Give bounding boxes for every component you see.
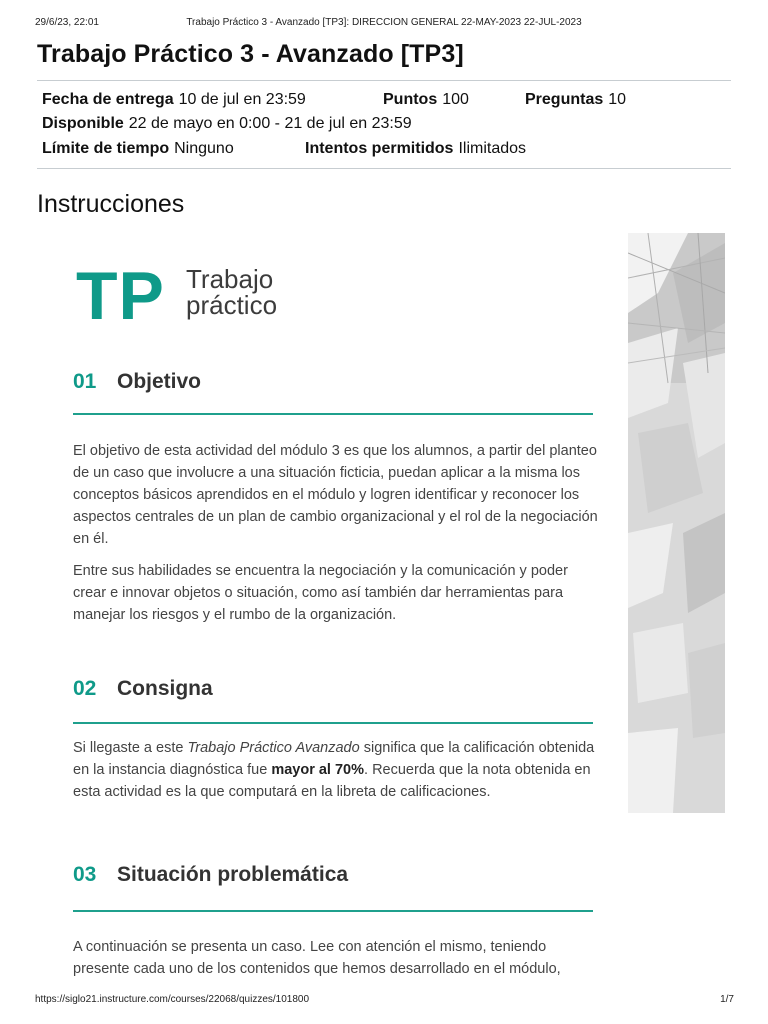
- quiz-title: Trabajo Práctico 3 - Avanzado [TP3]: [37, 40, 464, 68]
- attempts-label: Intentos permitidos: [305, 140, 454, 157]
- section-01-paragraph-1: El objetivo de esta actividad del módulo 3 es que los alumnos, a partir del planteo de un caso que involucre a una situación ficticia, puedan aplicar a la misma los conceptos básicos aprendidos en el módulo y logren identificar y reconocer los aspectos centrales de un plan de cambio organizacional y el rol de la negociación en él.: [73, 443, 598, 547]
- meta-time-limit: [42, 140, 234, 158]
- consigna-strong: mayor al 70%: [271, 762, 365, 778]
- points-value: 100: [442, 91, 469, 108]
- meta-available: [42, 115, 412, 133]
- decorative-architecture-image: [628, 233, 725, 813]
- questions-value: 10: [608, 91, 627, 108]
- attempts-value: Ilimitados: [458, 140, 527, 157]
- available-label: Disponible: [42, 115, 124, 132]
- tp-logo-word-line1: Trabajo: [186, 264, 274, 294]
- time-limit-label: Límite de tiempo: [42, 140, 170, 157]
- meta-divider: [37, 168, 731, 169]
- page-number: 1/7: [720, 994, 734, 1005]
- section-01-title: Objetivo: [117, 370, 202, 393]
- consigna-intro: Si llegaste a este: [73, 740, 188, 756]
- page-url-link[interactable]: https://siglo21.instructure.com/courses/22068/quizzes/101800: [35, 994, 310, 1005]
- section-02-rule: [73, 722, 593, 724]
- section-03-number: 03: [73, 863, 97, 886]
- due-label: Fecha de entrega: [42, 91, 174, 108]
- consigna-end: . Recuerda que la nota obtenida en esta actividad es la que computará en la libreta de calificaciones.: [73, 762, 591, 800]
- time-limit-value: Ninguno: [174, 140, 234, 157]
- meta-points: [383, 91, 469, 109]
- meta-due: [42, 91, 306, 109]
- section-03-rule: [73, 910, 593, 912]
- meta-attempts: [305, 140, 526, 158]
- meta-questions: [525, 91, 626, 109]
- title-divider: [37, 80, 731, 81]
- points-label: Puntos: [383, 91, 438, 108]
- section-03-title: Situación problemática: [117, 863, 349, 886]
- tp-logo-word: [186, 266, 277, 318]
- consigna-emphasis: Trabajo Práctico Avanzado: [187, 740, 360, 756]
- questions-label: Preguntas: [525, 91, 604, 108]
- section-02-title: Consigna: [117, 677, 213, 700]
- print-date: 29/6/23, 22:01: [35, 17, 99, 28]
- tp-logo-word-line2: práctico: [186, 290, 278, 320]
- section-01-paragraph-2: Entre sus habilidades se encuentra la negociación y la comunicación y poder crear e innovar objetos o situación, como así también dar herramientas para manejar los riesgos y el rumbo de la organización.: [73, 563, 568, 623]
- section-01-number: 01: [73, 370, 97, 393]
- available-value: 22 de mayo en 0:00 - 21 de jul en 23:59: [128, 115, 412, 132]
- print-page-title: Trabajo Práctico 3 - Avanzado [TP3]: DIRECCION GENERAL 22-MAY-2023 22-JUL-2023: [186, 17, 582, 28]
- section-03-paragraph: A continuación se presenta un caso. Lee con atención el mismo, teniendo presente cada uno de los contenidos que hemos desarrollado en el módulo,: [73, 939, 561, 977]
- tp-logo-mark: TP: [76, 258, 165, 334]
- section-02-number: 02: [73, 677, 97, 700]
- consigna-middle: significa que la calificación obtenida en la instancia diagnóstica fue: [73, 740, 595, 778]
- section-02-paragraph: [73, 737, 598, 803]
- section-01-rule: [73, 413, 593, 415]
- tp-logo: [76, 258, 278, 334]
- due-value: 10 de jul en 23:59: [178, 91, 306, 108]
- instructions-heading: Instrucciones: [37, 190, 185, 218]
